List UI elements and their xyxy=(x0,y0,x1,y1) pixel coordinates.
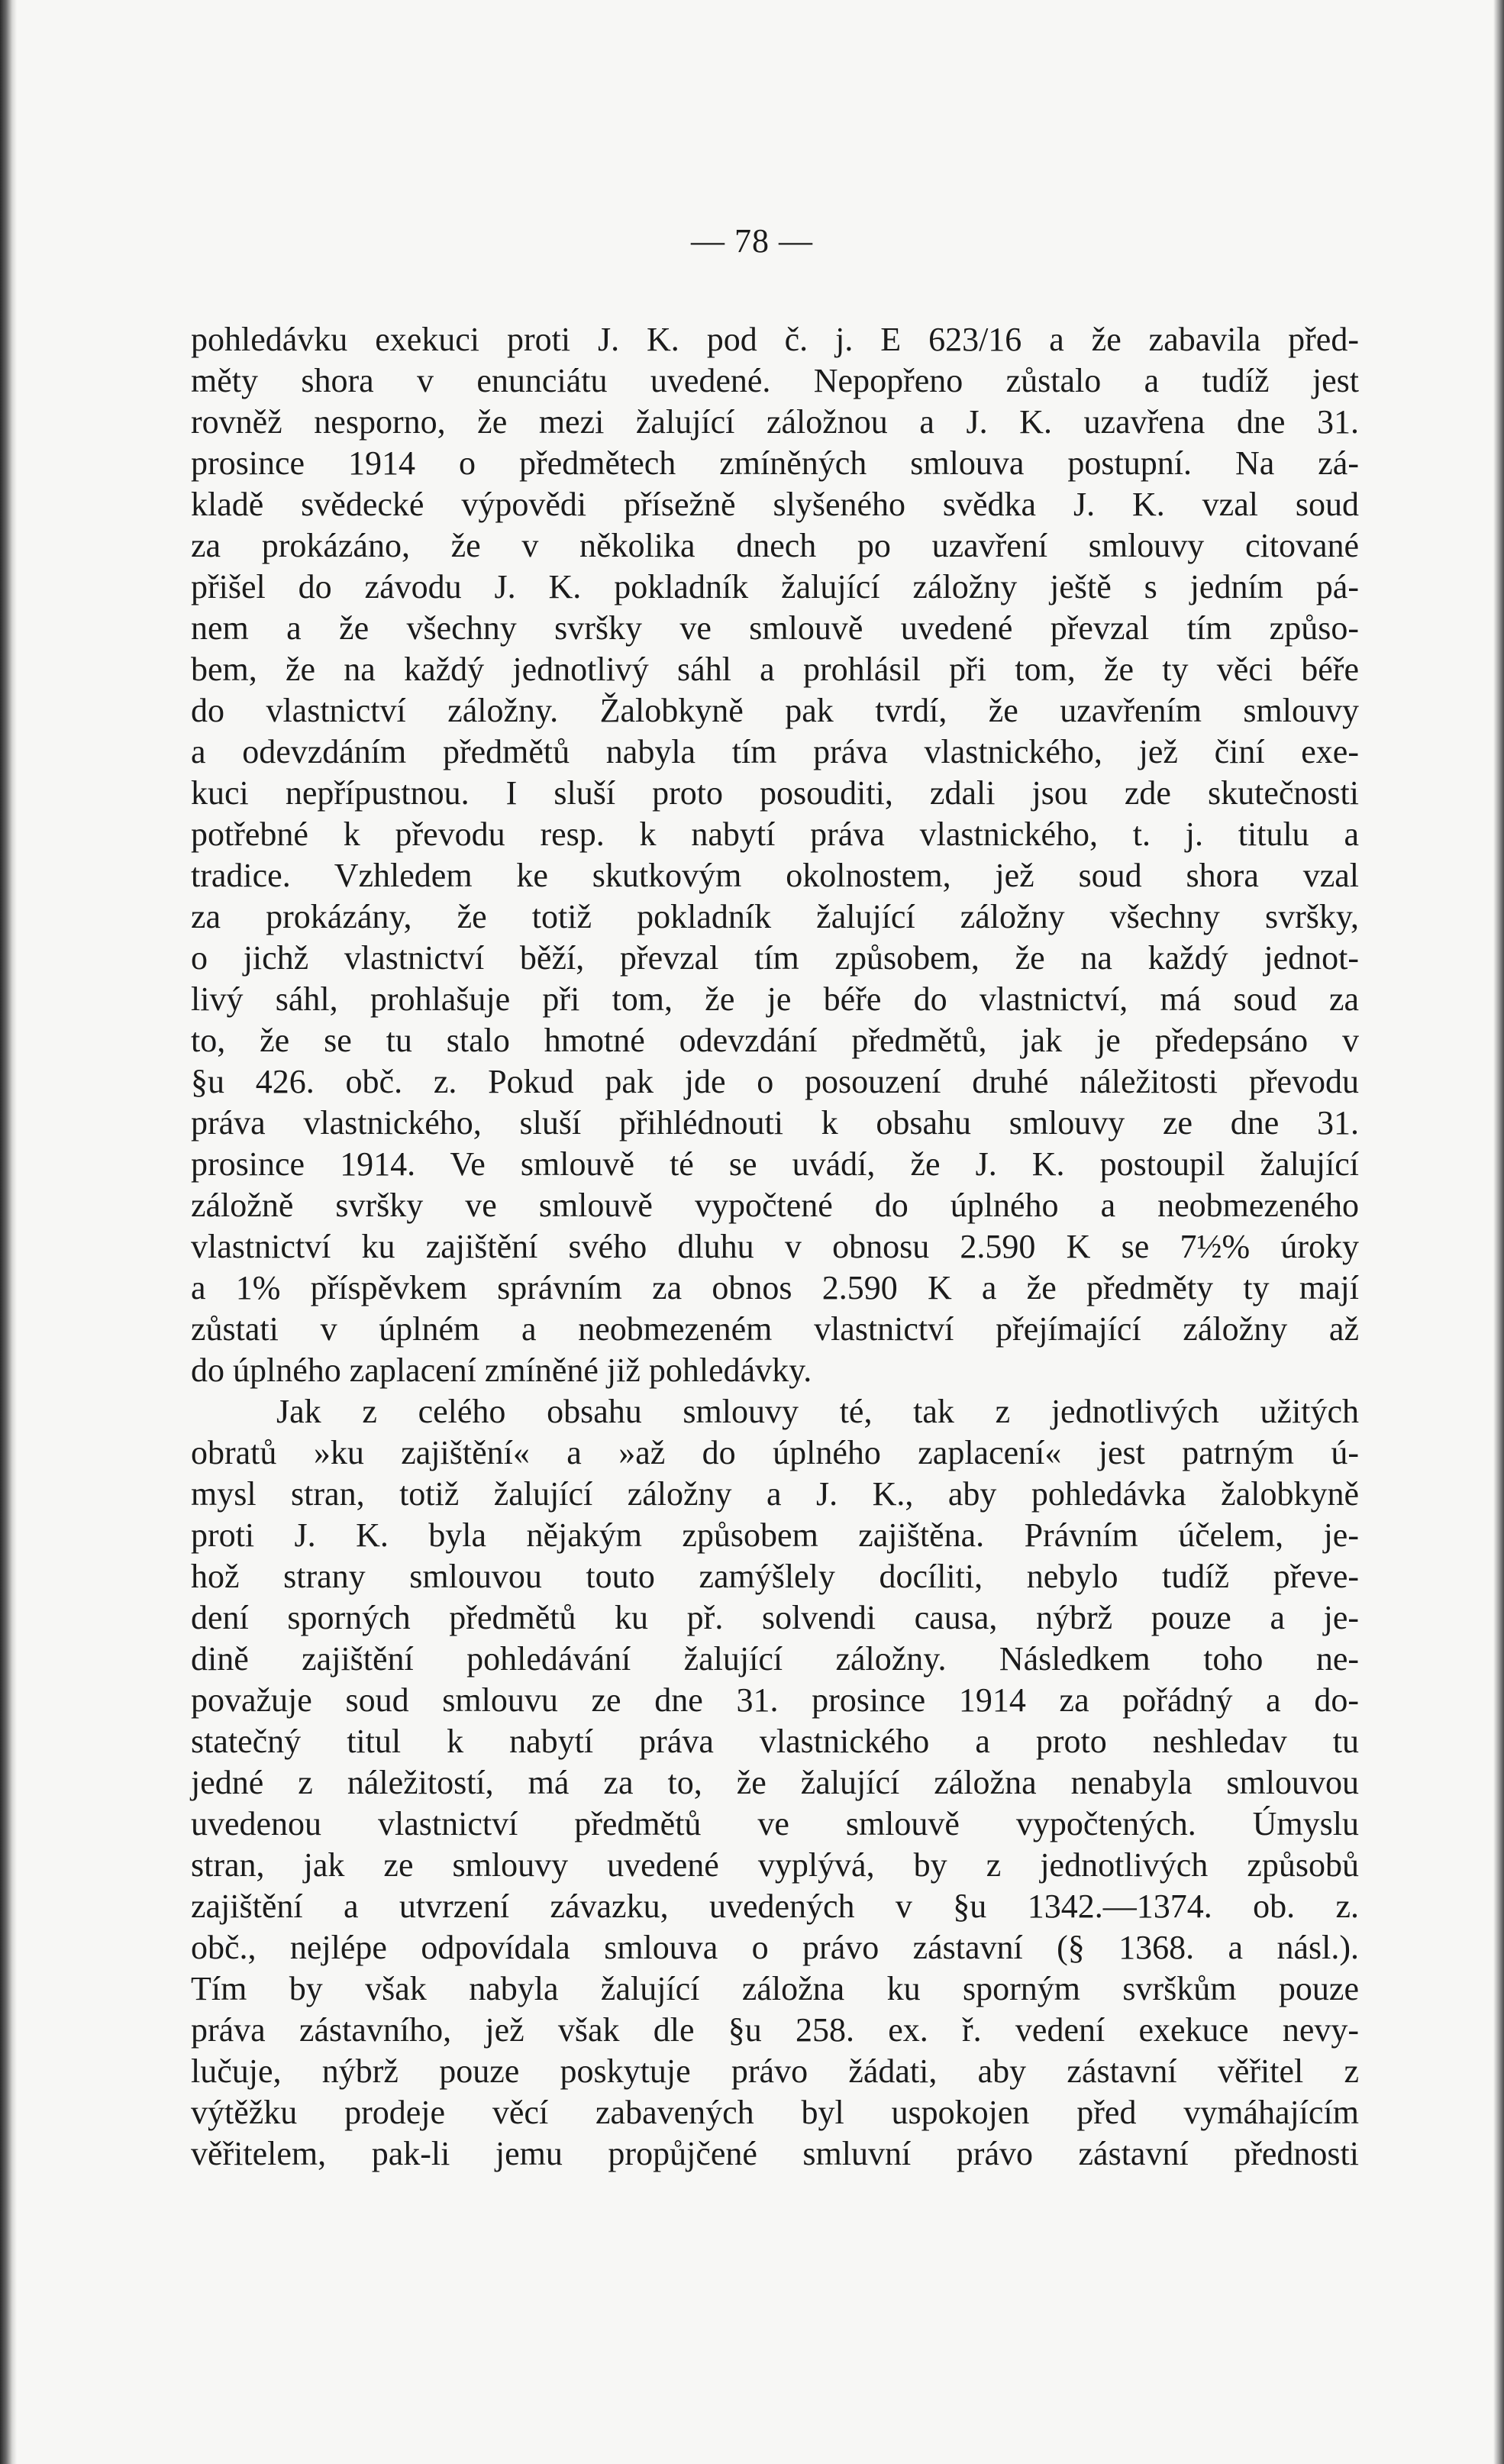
text-line: Jak z celého obsahu smlouvy té, tak z jednotlivých užitých xyxy=(276,1393,1359,1430)
text-line: za prokázány, že totiž pokladník žalující záložny všechny svršky, xyxy=(191,898,1359,935)
text-line: o jichž vlastnictví běží, převzal tím způsobem, že na každý jednot- xyxy=(191,939,1359,977)
text-line: věřitelem, pak-li jemu propůjčené smluvní právo zástavní přednosti xyxy=(191,2135,1359,2172)
text-line: zajištění a utvrzení závazku, uvedených v §u 1342.—1374. ob. z. xyxy=(191,1888,1359,1925)
text-line: obratů »ku zajištění« a »až do úplného zaplacení« jest patrným ú- xyxy=(191,1434,1359,1471)
page-number: — 78 — xyxy=(691,222,813,260)
text-line: prosince 1914. Ve smlouvě té se uvádí, že J. K. postoupil žalující xyxy=(191,1145,1359,1183)
text-line: uvedenou vlastnictví předmětů ve smlouvě vypočtených. Úmyslu xyxy=(191,1805,1359,1842)
text-line: kuci nepřípustnou. I sluší proto posouditi, zdali jsou zde skutečnosti xyxy=(191,774,1359,812)
text-line: statečný titul k nabytí práva vlastnického a proto neshledav tu xyxy=(191,1723,1359,1760)
text-line: to, že se tu stalo hmotné odevzdání předmětů, jak je předepsáno v xyxy=(191,1022,1359,1059)
text-line: do úplného zaplacení zmíněné již pohledávky. xyxy=(191,1351,812,1389)
text-line: do vlastnictví záložny. Žalobkyně pak tvrdí, že uzavřením smlouvy xyxy=(191,692,1359,729)
text-line: kladě svědecké výpovědi přísežně slyšeného svědka J. K. vzal soud xyxy=(191,486,1359,523)
text-line: rovněž nesporno, že mezi žalující záložnou a J. K. uzavřena dne 31. xyxy=(191,403,1359,441)
text-line: práva vlastnického, sluší přihlédnouti k obsahu smlouvy ze dne 31. xyxy=(191,1104,1359,1142)
text-line: Tím by však nabyla žalující záložna ku sporným svrškům pouze xyxy=(191,1970,1359,2007)
text-line: livý sáhl, prohlašuje při tom, že je béře do vlastnictví, má soud za xyxy=(191,980,1359,1018)
text-line: práva zástavního, jež však dle §u 258. ex. ř. vedení exekuce nevy- xyxy=(191,2011,1359,2049)
text-line: nem a že všechny svršky ve smlouvě uvedené převzal tím způso- xyxy=(191,609,1359,647)
text-line: lučuje, nýbrž pouze poskytuje právo žádati, aby zástavní věřitel z xyxy=(191,2052,1359,2090)
text-line: tradice. Vzhledem ke skutkovým okolnostem, jež soud shora vzal xyxy=(191,857,1359,894)
paragraph-2 xyxy=(191,1391,1359,2175)
text-line: §u 426. obč. z. Pokud pak jde o posouzení druhé náležitosti převodu xyxy=(191,1063,1359,1100)
text-line: stran, jak ze smlouvy uvedené vyplývá, by z jednotlivých způsobů xyxy=(191,1846,1359,1884)
text-line: záložně svršky ve smlouvě vypočtené do úplného a neobmezeného xyxy=(191,1187,1359,1224)
text-line: vlastnictví ku zajištění svého dluhu v obnosu 2.590 K se 7½% úroky xyxy=(191,1228,1359,1265)
text-line: zůstati v úplném a neobmezeném vlastnictví přejímající záložny až xyxy=(191,1310,1359,1348)
paragraph-1 xyxy=(191,319,1359,1391)
text-line: přišel do závodu J. K. pokladník žalující záložny ještě s jedním pá- xyxy=(191,568,1359,606)
body-text xyxy=(191,319,1359,2175)
text-line: výtěžku prodeje věcí zabavených byl uspokojen před vymáhajícím xyxy=(191,2094,1359,2131)
scan-right-edge xyxy=(1493,0,1504,2464)
text-line: pohledávku exekuci proti J. K. pod č. j. E 623/16 a že zabavila před- xyxy=(191,321,1359,358)
text-line: bem, že na každý jednotlivý sáhl a prohlásil při tom, že ty věci béře xyxy=(191,651,1359,688)
text-line: obč., nejlépe odpovídala smlouva o právo zástavní (§ 1368. a násl.). xyxy=(191,1929,1359,1966)
text-line: měty shora v enunciátu uvedené. Nepopřeno zůstalo a tudíž jest xyxy=(191,362,1359,399)
text-line: za prokázáno, že v několika dnech po uzavření smlouvy citované xyxy=(191,527,1359,564)
text-line: dení sporných předmětů ku př. solvendi causa, nýbrž pouze a je- xyxy=(191,1599,1359,1636)
text-line: potřebné k převodu resp. k nabytí práva vlastnického, t. j. titulu a xyxy=(191,815,1359,853)
text-line: jedné z náležitostí, má za to, že žalující záložna nenabyla smlouvou xyxy=(191,1764,1359,1801)
text-line: a odevzdáním předmětů nabyla tím práva vlastnického, jež činí exe- xyxy=(191,733,1359,770)
text-line: mysl stran, totiž žalující záložny a J. K., aby pohledávka žalobkyně xyxy=(191,1475,1359,1513)
scan-left-edge xyxy=(0,0,17,2464)
text-line: považuje soud smlouvu ze dne 31. prosince 1914 za pořádný a do- xyxy=(191,1681,1359,1719)
text-line: proti J. K. byla nějakým způsobem zajištěna. Právním účelem, je- xyxy=(191,1516,1359,1554)
text-line: hož strany smlouvou touto zamýšlely docíliti, nebylo tudíž převe- xyxy=(191,1558,1359,1595)
text-line: dině zajištění pohledávání žalující záložny. Následkem toho ne- xyxy=(191,1640,1359,1678)
text-line: prosince 1914 o předmětech zmíněných smlouva postupní. Na zá- xyxy=(191,444,1359,482)
text-line: a 1% příspěvkem správním za obnos 2.590 K a že předměty ty mají xyxy=(191,1269,1359,1306)
